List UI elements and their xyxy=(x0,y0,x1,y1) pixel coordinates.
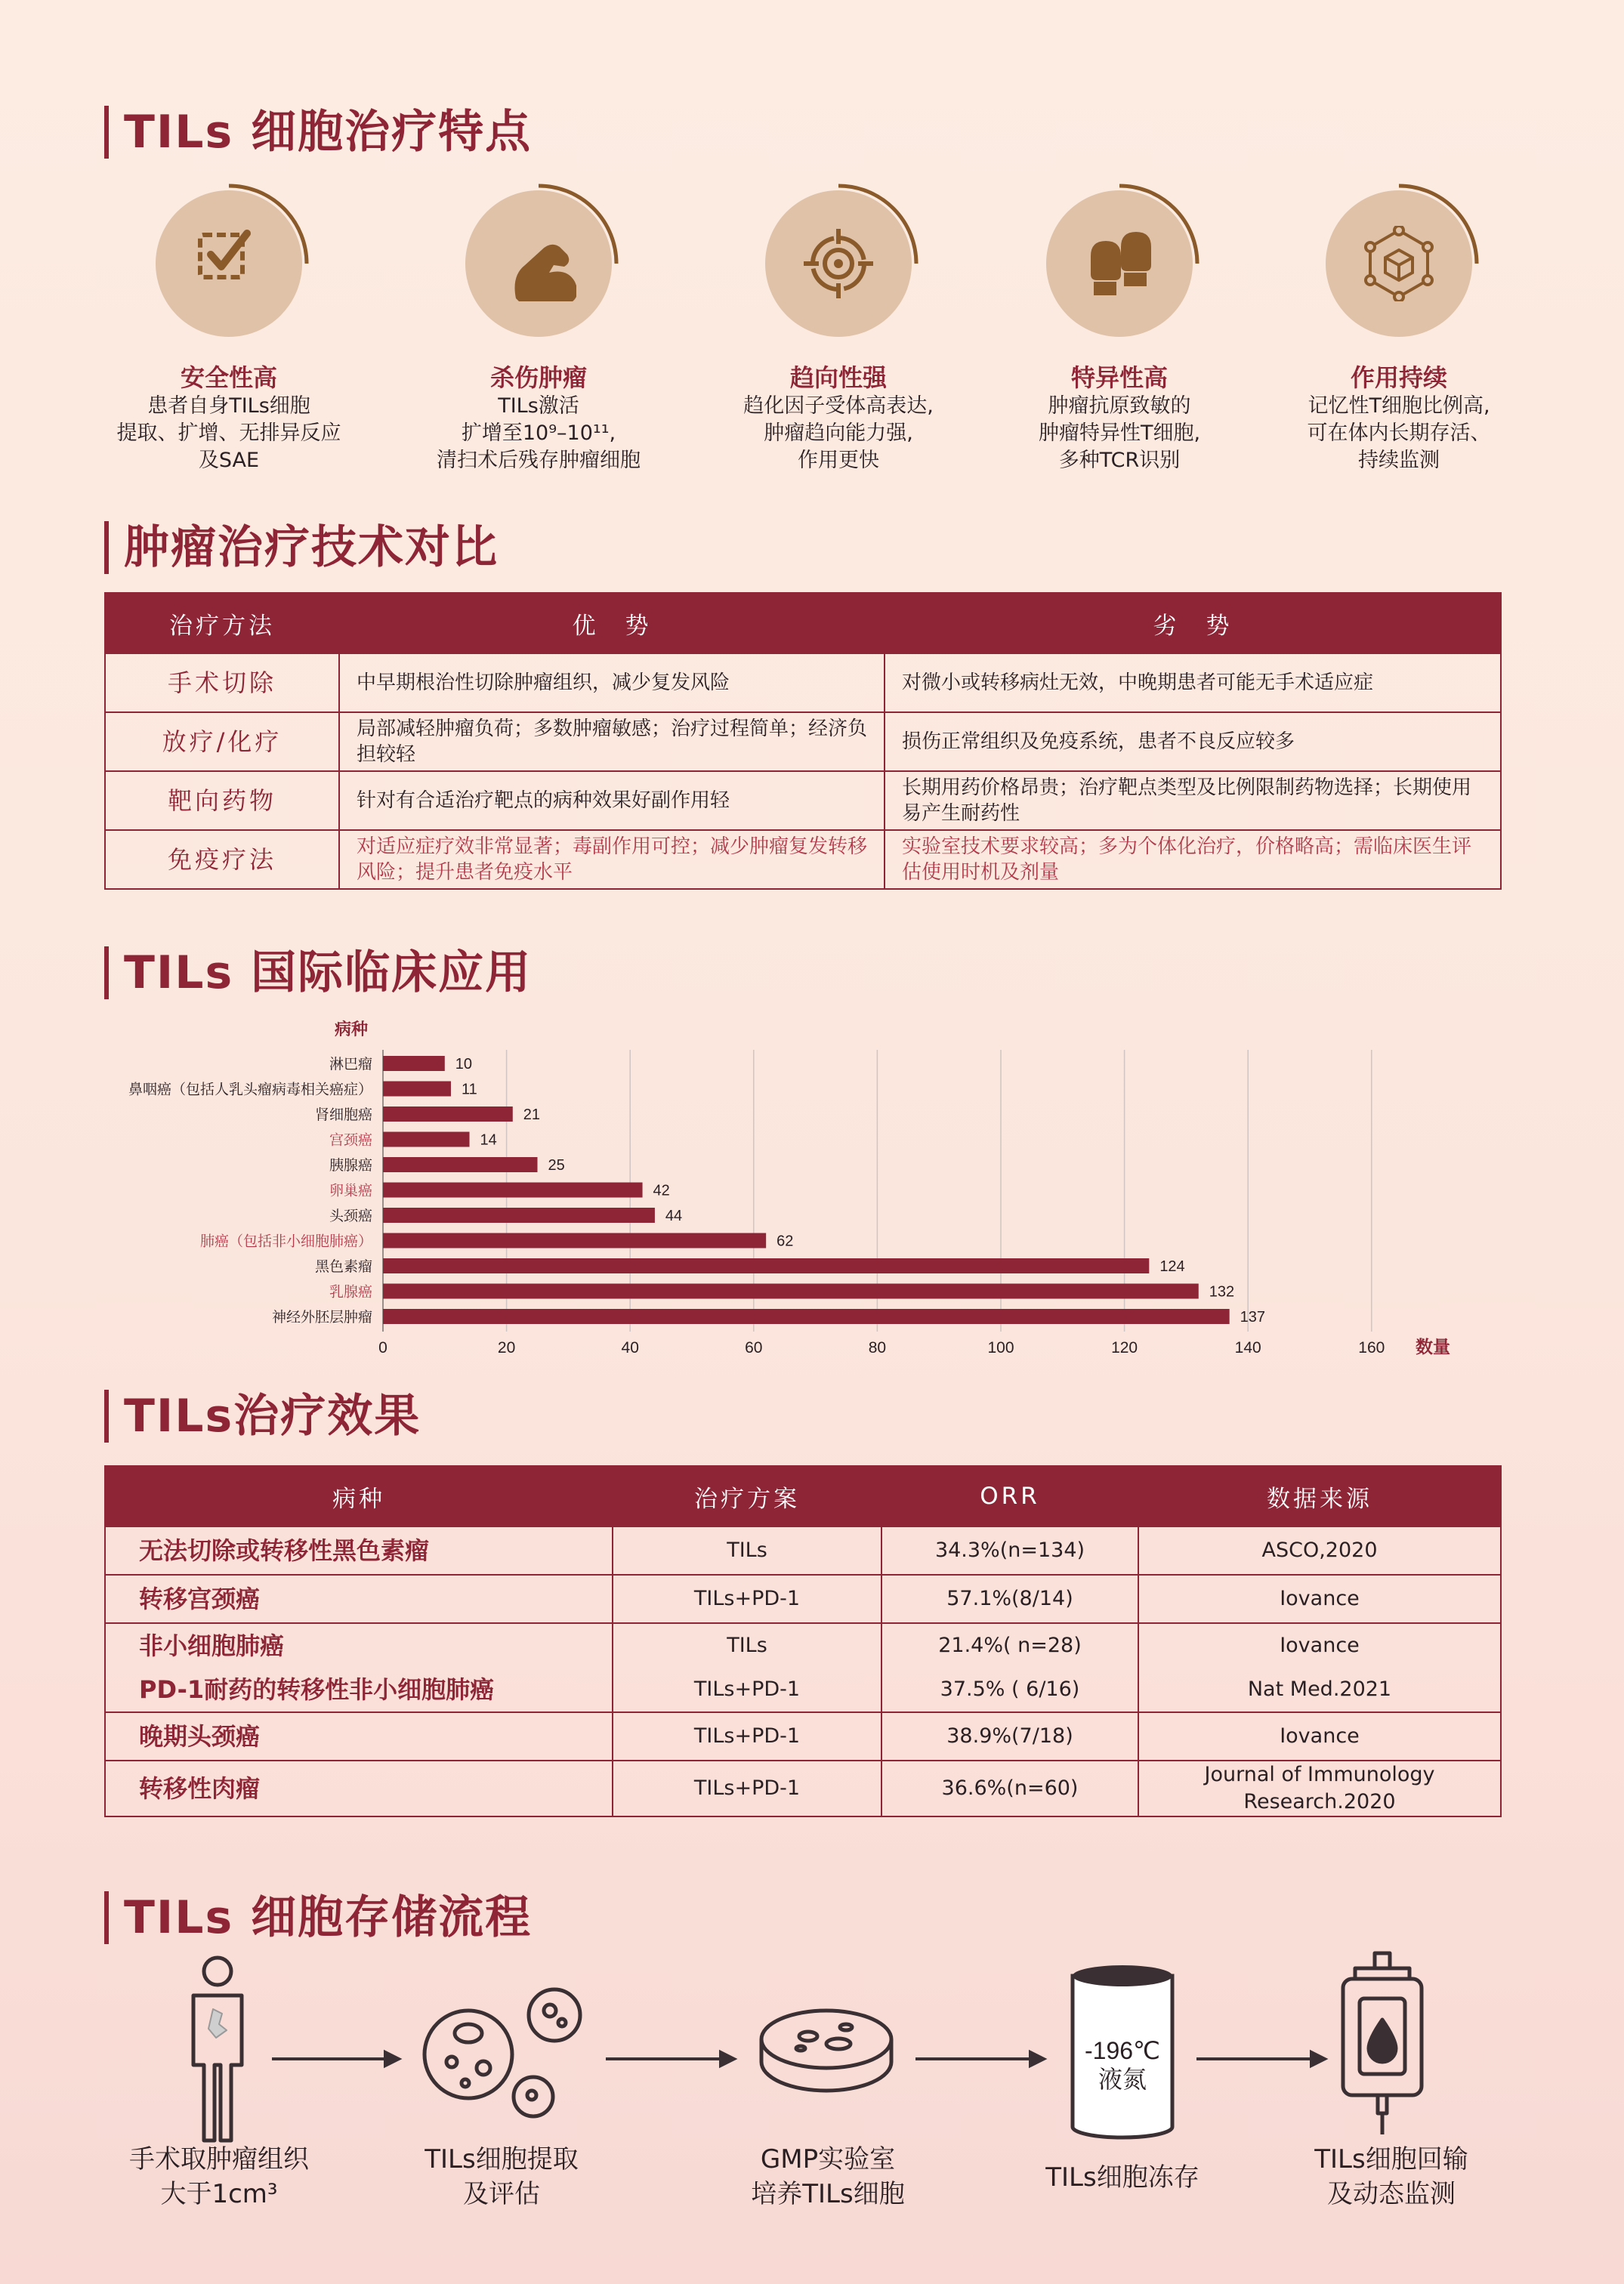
comparison-table xyxy=(104,592,1502,890)
category-label: 鼻咽癌（包括人乳头瘤病毒相关癌症） xyxy=(128,1082,372,1098)
feature-desc xyxy=(100,393,357,474)
plan-cell xyxy=(613,1575,881,1623)
method-cell: 手术切除 xyxy=(105,653,339,712)
step-label-line: 手术取肿瘤组织 xyxy=(129,2144,309,2174)
bar xyxy=(383,1309,1230,1324)
target-icon xyxy=(801,226,876,301)
disease-line: 转移宫颈癌 xyxy=(139,1585,261,1613)
petri-dish-icon xyxy=(761,2011,891,2091)
cons-cell: 对微小或转移病灶无效，中晚期患者可能无手术适应症 xyxy=(885,653,1501,712)
feature-desc-line: TILs激活 xyxy=(498,394,579,418)
x-tick-label: 100 xyxy=(987,1339,1014,1357)
feature-title: 安全性高 xyxy=(180,363,277,392)
feature-badge xyxy=(1046,190,1193,337)
cons-cell: 实验室技术要求较高；多为个体化治疗，价格略高；需临床医生评估使用时机及剂量 xyxy=(885,830,1501,889)
category-label: 神经外胚层肿瘤 xyxy=(271,1310,372,1326)
network-cube-icon xyxy=(1361,226,1437,301)
data-label: 10 xyxy=(455,1056,473,1073)
feature-desc-line: 肿瘤抗原致敏的 xyxy=(1048,394,1191,418)
orr-line: 57.1%(8/14) xyxy=(946,1587,1073,1610)
pros-cell: 针对有合适治疗靶点的病种效果好副作用轻 xyxy=(339,771,885,830)
bar xyxy=(383,1183,643,1198)
feature-title: 杀伤肿瘤 xyxy=(489,363,587,392)
feature-desc-line: 记忆性T细胞比例高, xyxy=(1308,394,1490,418)
category-label: 肺癌（包括非小细胞肺癌） xyxy=(199,1233,372,1250)
process-step-label xyxy=(373,2142,630,2211)
comparison-header-row xyxy=(105,593,1501,653)
arrow-icon xyxy=(272,2052,399,2066)
boxing-gloves-icon xyxy=(1082,226,1157,301)
step-label-line: TILs细胞提取 xyxy=(425,2144,579,2174)
plan-line: TILs xyxy=(727,1634,767,1657)
header-pros: 优 势 xyxy=(339,593,885,653)
disease-cell xyxy=(105,1623,613,1712)
table-row xyxy=(105,1526,1501,1575)
method-cell: 免疫疗法 xyxy=(105,830,339,889)
source-line: ASCO,2020 xyxy=(1261,1539,1378,1562)
disease-cell xyxy=(105,1761,613,1816)
header-orr: ORR xyxy=(881,1466,1138,1526)
feature-badge xyxy=(1326,190,1472,337)
feature-title: 特异性高 xyxy=(1070,363,1168,392)
arrow-icon xyxy=(1196,2052,1325,2066)
pros-cell: 对适应症疗效非常显著；毒副作用可控；减少肿瘤复发转移风险；提升患者免疫水平 xyxy=(339,830,885,889)
step-label-line: 大于1cm³ xyxy=(160,2179,278,2209)
patient-icon xyxy=(193,1958,242,2140)
infusion-bag-icon xyxy=(1343,1953,1422,2134)
header-method: 治疗方法 xyxy=(105,593,339,653)
process-diagram xyxy=(0,1949,1624,2145)
disease-line: PD-1耐药的转移性非小细胞肺癌 xyxy=(139,1675,495,1704)
feature-desc-line: 作用更快 xyxy=(798,449,879,472)
x-tick-label: 0 xyxy=(378,1339,387,1357)
step-label-line: GMP实验室 xyxy=(760,2144,896,2174)
method-cell: 放疗/化疗 xyxy=(105,712,339,771)
table-row xyxy=(105,712,1501,771)
bar xyxy=(383,1082,451,1097)
feature-card xyxy=(410,190,667,474)
data-label: 137 xyxy=(1240,1309,1266,1326)
pros-cell: 中早期根治性切除肿瘤组织，减少复发风险 xyxy=(339,653,885,712)
orr-line: 37.5% ( 6/16) xyxy=(940,1678,1080,1701)
cons-cell: 长期用药价格昂贵；治疗靶点类型及比例限制药物选择；长期使用易产生耐药性 xyxy=(885,771,1501,830)
table-row xyxy=(105,653,1501,712)
cons-cell: 损伤正常组织及免疫系统，患者不良反应较多 xyxy=(885,712,1501,771)
orr-line: 21.4%( n=28) xyxy=(938,1634,1082,1657)
source-line: Nat Med.2021 xyxy=(1247,1678,1392,1701)
feature-card xyxy=(991,190,1248,474)
header-cons: 劣 势 xyxy=(885,593,1501,653)
pros-cell: 局部减轻肿瘤负荷；多数肿瘤敏感；治疗过程简单；经济负担较轻 xyxy=(339,712,885,771)
feature-desc-line: 可在体内长期存活、 xyxy=(1307,421,1491,445)
plan-cell xyxy=(613,1526,881,1575)
step-label-line: 及评估 xyxy=(463,2179,540,2209)
feature-desc-line: 肿瘤特异性T细胞, xyxy=(1038,421,1201,445)
feature-desc-line: 扩增至10⁹–10¹¹, xyxy=(461,421,616,445)
table-row xyxy=(105,1712,1501,1761)
data-label: 132 xyxy=(1209,1283,1235,1301)
feature-card xyxy=(100,190,357,474)
feature-desc-line: 提取、扩增、无排异反应 xyxy=(116,421,341,445)
x-tick-label: 60 xyxy=(745,1339,763,1357)
category-label: 头颈癌 xyxy=(329,1208,372,1224)
process-step-label xyxy=(699,2142,956,2211)
step-label-line: 培养TILs细胞 xyxy=(751,2179,905,2209)
source-cell xyxy=(1138,1761,1501,1816)
disease-line: 晚期头颈癌 xyxy=(139,1722,261,1751)
x-tick-label: 20 xyxy=(497,1339,516,1357)
feature-desc-line: 多种TCR识别 xyxy=(1058,449,1181,472)
feature-title: 趋向性强 xyxy=(789,363,887,392)
data-label: 62 xyxy=(776,1233,794,1250)
category-label: 肾细胞癌 xyxy=(314,1107,372,1123)
data-label: 21 xyxy=(523,1107,541,1123)
process-step-label xyxy=(994,2160,1251,2195)
plan-cell xyxy=(613,1761,881,1816)
results-header-row xyxy=(105,1466,1501,1526)
comparison-heading: 肿瘤治疗技术对比 xyxy=(104,521,499,574)
bar xyxy=(383,1132,470,1147)
category-label: 乳腺癌 xyxy=(329,1284,372,1301)
data-label: 11 xyxy=(461,1081,477,1098)
orr-line: 38.9%(7/18) xyxy=(946,1724,1073,1748)
disease-line: 非小细胞肺癌 xyxy=(139,1631,285,1660)
source-line: Iovance xyxy=(1280,1634,1360,1657)
plan-line: TILs+PD-1 xyxy=(693,1587,801,1610)
feature-card xyxy=(710,190,967,474)
x-tick-label: 120 xyxy=(1111,1339,1138,1357)
source-line: Journal of Immunology xyxy=(1204,1763,1435,1786)
arrow-icon xyxy=(606,2052,734,2066)
orr-cell xyxy=(881,1761,1138,1816)
header-plan: 治疗方案 xyxy=(613,1466,881,1526)
step-label-line: 及动态监测 xyxy=(1327,2179,1456,2209)
table-row xyxy=(105,1575,1501,1623)
features-heading: TILs 细胞治疗特点 xyxy=(104,106,532,159)
method-cell: 靶向药物 xyxy=(105,771,339,830)
disease-cell xyxy=(105,1712,613,1761)
disease-line: 无法切除或转移性黑色素瘤 xyxy=(139,1536,430,1565)
source-cell xyxy=(1138,1623,1501,1712)
x-tick-label: 80 xyxy=(868,1339,887,1357)
feature-desc-line: 患者自身TILs细胞 xyxy=(147,394,310,418)
bar xyxy=(383,1208,655,1223)
orr-cell xyxy=(881,1712,1138,1761)
table-row xyxy=(105,1623,1501,1712)
process-step-label xyxy=(91,2142,347,2211)
bar-chart-svg xyxy=(0,1012,1624,1360)
bar xyxy=(383,1056,445,1071)
x-tick-label: 40 xyxy=(621,1339,639,1357)
data-label: 14 xyxy=(480,1131,497,1149)
results-heading: TILs治疗效果 xyxy=(104,1390,421,1443)
source-line: Iovance xyxy=(1280,1587,1360,1610)
feature-desc xyxy=(1270,393,1527,474)
source-cell xyxy=(1138,1526,1501,1575)
plan-line: TILs xyxy=(727,1539,767,1562)
table-row xyxy=(105,771,1501,830)
bar xyxy=(383,1258,1149,1273)
disease-cell xyxy=(105,1575,613,1623)
feature-title: 作用持续 xyxy=(1350,363,1447,392)
header-disease: 病种 xyxy=(105,1466,613,1526)
feature-badge xyxy=(765,190,912,337)
plan-line: TILs+PD-1 xyxy=(693,1776,801,1800)
source-cell xyxy=(1138,1712,1501,1761)
step-label-line: TILs细胞冻存 xyxy=(1045,2162,1199,2193)
tank-liquid-label: 液氮 xyxy=(1098,2066,1147,2093)
tank-temperature-label: -196℃ xyxy=(1085,2037,1160,2064)
feature-desc xyxy=(410,393,667,474)
x-tick-label: 160 xyxy=(1358,1339,1385,1357)
checkbox-icon xyxy=(191,226,267,301)
applications-chart xyxy=(0,1012,1624,1360)
orr-cell xyxy=(881,1623,1138,1712)
orr-line: 36.6%(n=60) xyxy=(941,1776,1079,1800)
y-axis-label: 病种 xyxy=(334,1020,369,1039)
source-cell xyxy=(1138,1575,1501,1623)
category-label: 淋巴瘤 xyxy=(329,1057,372,1073)
orr-line: 34.3%(n=134) xyxy=(934,1539,1085,1562)
data-label: 44 xyxy=(665,1208,683,1224)
process-step-label xyxy=(1263,2142,1520,2211)
feature-desc xyxy=(710,393,967,474)
liquid-nitrogen-tank-icon xyxy=(1073,1965,1172,2137)
x-tick-label: 140 xyxy=(1234,1339,1261,1357)
data-label: 25 xyxy=(548,1157,565,1174)
bar xyxy=(383,1157,538,1172)
table-row xyxy=(105,830,1501,889)
results-table xyxy=(104,1465,1502,1817)
bar xyxy=(383,1107,513,1122)
data-label: 124 xyxy=(1159,1258,1185,1275)
feature-card xyxy=(1270,190,1527,474)
plan-cell xyxy=(613,1712,881,1761)
feature-badge xyxy=(156,190,302,337)
plan-line: TILs+PD-1 xyxy=(693,1678,801,1701)
bar xyxy=(383,1284,1199,1299)
disease-cell xyxy=(105,1526,613,1575)
process-heading: TILs 细胞存储流程 xyxy=(104,1891,532,1944)
source-line: Research.2020 xyxy=(1243,1790,1396,1813)
plan-cell xyxy=(613,1623,881,1712)
category-label: 卵巢癌 xyxy=(329,1183,372,1199)
plan-line: TILs+PD-1 xyxy=(693,1724,801,1748)
category-label: 黑色素瘤 xyxy=(314,1259,372,1275)
feature-desc-line: 持续监测 xyxy=(1358,449,1440,472)
orr-cell xyxy=(881,1526,1138,1575)
arrow-icon xyxy=(915,2052,1044,2066)
source-line: Iovance xyxy=(1280,1724,1360,1748)
feature-desc-line: 及SAE xyxy=(198,449,260,472)
feature-desc xyxy=(991,393,1248,474)
bar xyxy=(383,1233,766,1248)
muscle-arm-icon xyxy=(501,226,576,301)
category-label: 宫颈癌 xyxy=(329,1132,372,1149)
chart-heading: TILs 国际临床应用 xyxy=(104,946,532,999)
feature-desc-line: 趋化因子受体高表达, xyxy=(743,394,934,418)
table-row xyxy=(105,1761,1501,1816)
feature-badge xyxy=(465,190,612,337)
orr-cell xyxy=(881,1575,1138,1623)
feature-desc-line: 肿瘤趋向能力强, xyxy=(764,421,913,445)
header-source: 数据来源 xyxy=(1138,1466,1501,1526)
cells-icon xyxy=(425,1989,580,2116)
step-label-line: TILs细胞回输 xyxy=(1314,2144,1468,2174)
data-label: 42 xyxy=(653,1182,670,1199)
feature-desc-line: 清扫术后残存肿瘤细胞 xyxy=(437,449,641,472)
category-label: 胰腺癌 xyxy=(329,1158,372,1174)
disease-line: 转移性肉瘤 xyxy=(139,1774,261,1803)
x-axis-label: 数量 xyxy=(1416,1337,1450,1357)
